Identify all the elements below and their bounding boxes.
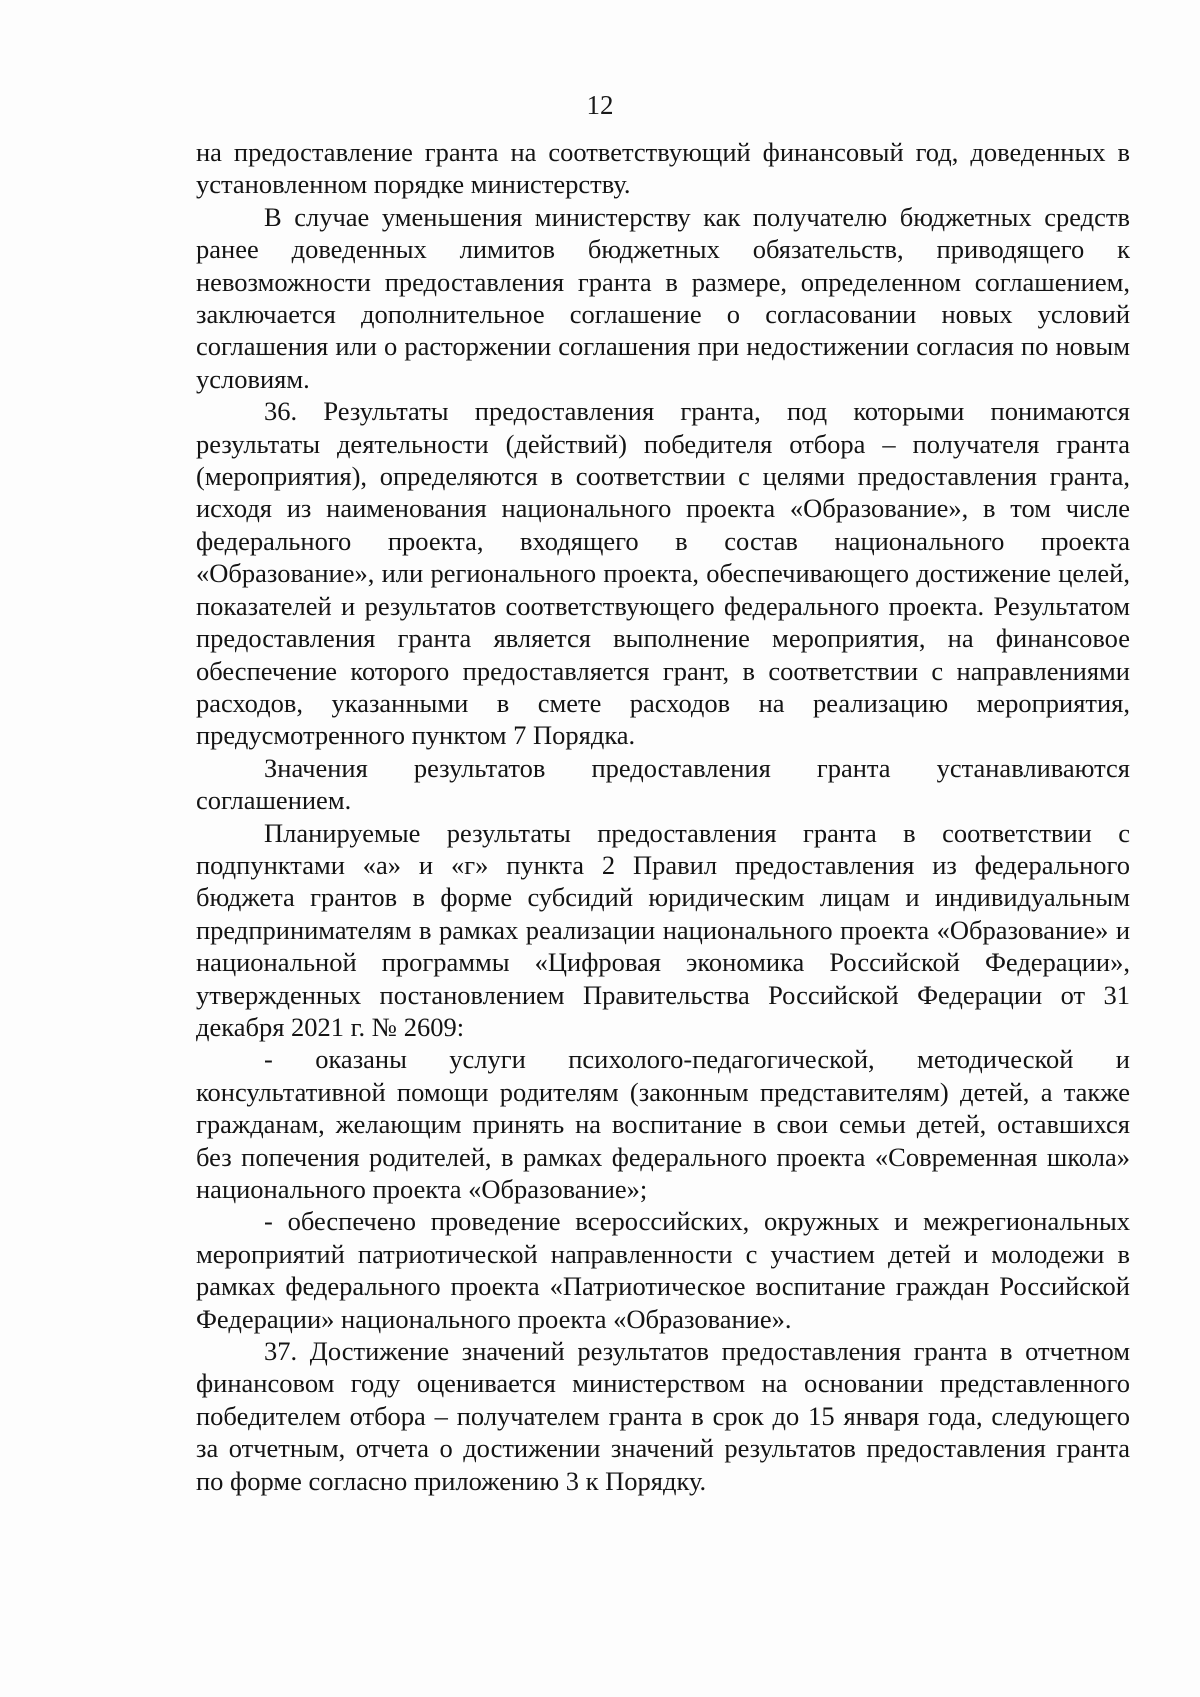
paragraph-planned-results: Планируемые результаты предоставления гранта в соответствии с подпунктами «а» и «г» пункта 2 Правил предоставления из федерального бюджета грантов в форме субсидий юридическим лицам и индивидуальным предпринимателям в рамках реализации национального проекта «Образование» и национальной программы «Цифровая экономика Российской Федерации», утвержденных постановлением Правительства Российской Федерации от 31 декабря 2021 г. № 2609: (196, 817, 1130, 1042)
document-body (196, 136, 1130, 1497)
paragraph-clause-37: 37. Достижение значений результатов предоставления гранта в отчетном финансовом году оценивается министерством на основании представленного победителем отбора – получателем гранта в срок до 15 января года, следующего за отчетным, отчета о достижении значений результатов предоставления гранта по форме согласно приложению 3 к Порядку. (196, 1336, 1130, 1496)
list-item-patriotic-events: - обеспечено проведение всероссийских, окружных и межрегиональных мероприятий патриотической направленности с участием детей и молодежи в рамках федерального проекта «Патриотическое воспитание граждан Российской Федерации» национального проекта «Образование». (196, 1206, 1130, 1334)
page-number: 12 (586, 90, 614, 120)
paragraph-continuation: на предоставление гранта на соответствующий финансовый год, доведенных в установленном порядке министерству. (196, 137, 1130, 200)
list-item-psychological-help: - оказаны услуги психолого-педагогической, методической и консультативной помощи родителям (законным представителям) детей, а также гражданам, желающим принять на воспитание в свои семьи детей, оставшихся без попечения родителей, в рамках федерального проекта «Современная школа» национального проекта «Образование»; (196, 1044, 1130, 1204)
paragraph-result-values: Значения результатов предоставления гранта устанавливаются соглашением. (196, 752, 1130, 816)
paragraph-clause-36: 36. Результаты предоставления гранта, под которыми понимаются результаты деятельности (действий) победителя отбора – получателя гранта (мероприятия), определяются в соответствии с целями предоставления гранта, исходя из наименования национального проекта «Образование», в том числе федерального проекта, входящего в состав национального проекта «Образование», или регионального проекта, обеспечивающего достижение целей, показателей и результатов соответствующего федерального проекта. Результатом предоставления гранта является выполнение мероприятия, на финансовое обеспечение которого предоставляется грант, в соответствии с направлениями расходов, указанными в смете расходов на реализацию мероприятия, предусмотренного пунктом 7 Порядка. (196, 396, 1130, 751)
paragraph-budget-reduction: В случае уменьшения министерству как получателю бюджетных средств ранее доведенных лимитов бюджетных обязательств, приводящего к невозможности предоставления гранта в размере, определенном соглашением, заключается дополнительное соглашение о согласовании новых условий соглашения или о расторжении соглашения при недостижении согласия по новым условиям. (196, 201, 1130, 394)
